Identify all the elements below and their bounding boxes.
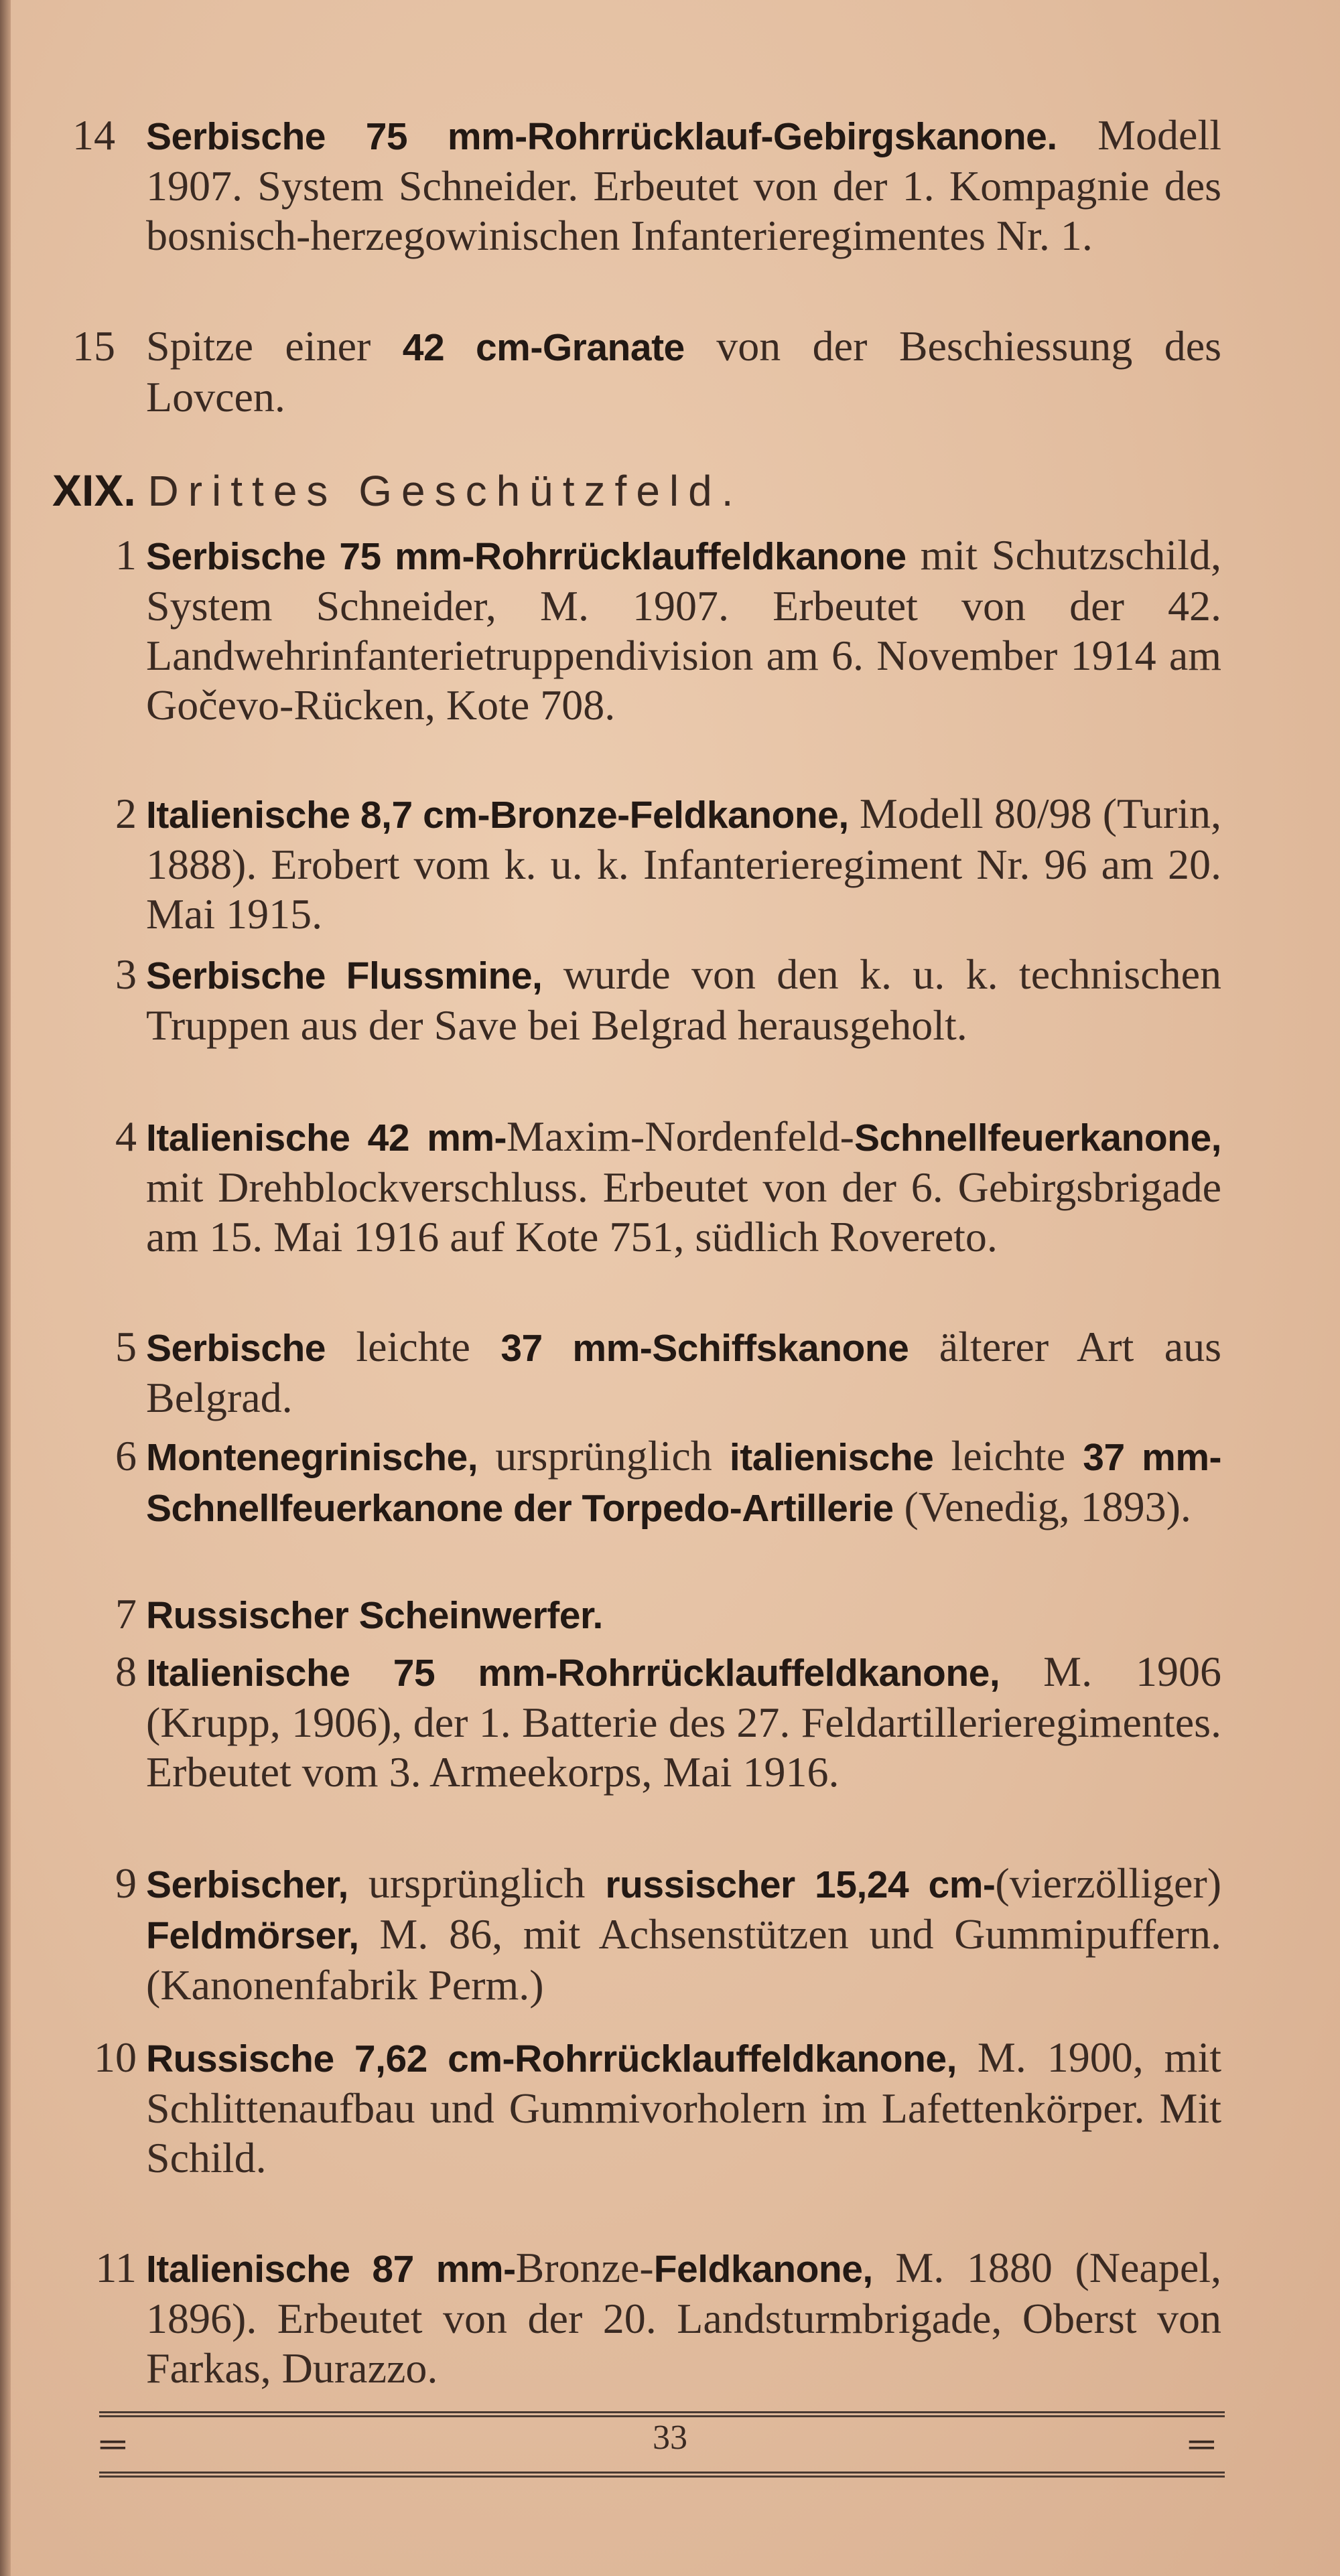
entry-text-bold: Montenegrinische,	[146, 1436, 478, 1479]
entry-text-regular: Maxim-Nordenfeld-	[507, 1113, 854, 1160]
entry-text-regular: M. 86, mit Achsenstützen und Gummipuffern. (Kanonenfabrik Perm.)	[146, 1910, 1221, 2009]
footer-dash-left: ═	[100, 2425, 125, 2463]
footer-rule-top	[99, 2411, 1225, 2413]
entry-text-bold: Italienische 75 mm-Rohrrücklauffeldkanone,	[146, 1652, 1000, 1695]
entry-text-bold: Feldmörser,	[146, 1914, 359, 1957]
entry-number: 14	[72, 111, 115, 159]
entry-text	[146, 530, 1221, 730]
entry-text	[146, 111, 1221, 261]
entry-number: 9	[115, 1859, 137, 1907]
entry-number: 8	[115, 1648, 137, 1695]
entry-text-regular: (vierzölliger)	[995, 1859, 1221, 1907]
section-number: XIX.	[52, 466, 136, 515]
entry-number: 7	[115, 1590, 137, 1638]
footer-rule-bottom	[99, 2472, 1225, 2474]
entry-text-regular: (Venedig, 1893).	[893, 1483, 1191, 1530]
entry-text-regular: mit Drehblockverschluss. Erbeutet von der 6. Gebirgsbrigade am 15. Mai 1916 auf Kote 751, südlich Rovereto.	[146, 1163, 1221, 1261]
entry-text-bold: 37 mm-Schiffskanone	[500, 1327, 909, 1370]
entry-text	[146, 1589, 1221, 1640]
entry-text-bold: 37 mm-Schnellfeuerkanone der Torpedo-Artillerie	[146, 1436, 1222, 1530]
entry-text-bold: Italienische 8,7 cm-Bronze-Feldkanone,	[146, 794, 849, 837]
entry-text-bold: Serbische 75 mm-Rohrrücklauf-Gebirgskanone.	[146, 115, 1057, 158]
entry-text-regular: älterer Art aus Belgrad.	[146, 1323, 1222, 1421]
entry-text-bold: Russische 7,62 cm-Rohrrücklauffeldkanone,	[146, 2037, 957, 2080]
entry-text-bold: russischer 15,24 cm-	[605, 1863, 996, 1906]
entry-number: 5	[115, 1323, 137, 1370]
entry-text	[146, 1431, 1221, 1533]
entry-text-bold: Serbische	[146, 1327, 326, 1370]
entry-text-regular: mit Schutzschild, System Schneider, M. 1907. Erbeutet von der 42. Landwehrinfanterietruppendivision am 6. November 1914 am Gočevo-Rücken, Kote 708.	[146, 531, 1221, 729]
entry-text-regular: Modell 1907. System Schneider. Erbeutet von der 1. Kompagnie des bosnisch-herzegowinischen Infanterieregimentes Nr. 1.	[146, 111, 1222, 259]
entry-text	[146, 789, 1221, 939]
entry-number: 10	[94, 2033, 137, 2081]
entry-text-regular: M. 1900, mit Schlittenaufbau und Gummivorholern im Lafettenkörper. Mit Schild.	[146, 2033, 1221, 2181]
entry-text-regular: wurde von den k. u. k. technischen Truppen aus der Save bei Belgrad herausgeholt.	[146, 950, 1221, 1049]
entry-text-bold: Italienische 42 mm-	[146, 1117, 507, 1159]
entry-text-bold: italienische	[729, 1436, 934, 1479]
entry-text	[146, 1859, 1221, 2010]
entry-text	[146, 1322, 1221, 1423]
entry-text-regular: M. 1880 (Neapel, 1896). Erbeutet von der 20. Landsturmbrigade, Oberst von Farkas, Durazzo.	[146, 2244, 1221, 2392]
entry-text-regular: ursprünglich	[348, 1859, 606, 1907]
entry-number: 3	[115, 950, 137, 998]
entry-text-bold: Russischer Scheinwerfer.	[146, 1594, 603, 1637]
entry-text	[146, 2033, 1221, 2183]
page-number: 33	[653, 2419, 687, 2457]
entry-text-regular: Modell 80/98 (Turin, 1888). Erobert vom k. u. k. Infanterieregiment Nr. 96 am 20. Mai 1915.	[146, 790, 1221, 938]
entry-number: 6	[115, 1432, 137, 1480]
footer-dash-right: ═	[1189, 2425, 1214, 2463]
entry-text-regular: von der Beschiessung des Lovcen.	[146, 322, 1222, 421]
entry-number: 4	[115, 1113, 137, 1160]
footer-rule-bottom-2	[99, 2476, 1225, 2478]
entry-text	[146, 2243, 1221, 2393]
entry-text	[146, 1112, 1221, 1262]
entry-text-bold: Serbische 75 mm-Rohrrücklauffeldkanone	[146, 535, 907, 578]
footer-rule-top-2	[99, 2415, 1225, 2417]
section-title: Drittes Geschützfeld.	[147, 467, 743, 515]
entry-text-bold: Schnellfeuerkanone,	[854, 1117, 1221, 1159]
entry-text-regular: M. 1906 (Krupp, 1906), der 1. Batterie des 27. Feldartillerieregimentes. Erbeutet vom 3. Armeekorps, Mai 1916.	[146, 1648, 1221, 1796]
entry-text-bold: 42 cm-Granate	[402, 326, 685, 369]
entry-text	[146, 1647, 1221, 1797]
entry-text-regular: ursprünglich	[478, 1432, 730, 1480]
entry-text-regular: Bronze-	[515, 2244, 654, 2291]
entry-text	[146, 321, 1221, 422]
entry-number: 2	[115, 790, 137, 837]
entry-text-bold: Italienische 87 mm-	[146, 2248, 516, 2291]
entry-number: 1	[115, 531, 137, 579]
entry-text	[146, 950, 1221, 1050]
entry-number: 15	[72, 322, 115, 370]
entry-text-bold: Serbischer,	[146, 1863, 348, 1906]
entry-text-regular: Spitze einer	[146, 322, 403, 370]
entry-text-bold: Serbische Flussmine,	[146, 954, 543, 997]
entry-number: 11	[95, 2244, 137, 2291]
entry-text-bold: Feldkanone,	[653, 2248, 873, 2291]
entry-text-regular: leichte	[325, 1323, 501, 1370]
section-heading	[52, 466, 743, 516]
entry-text-regular: leichte	[933, 1432, 1083, 1480]
